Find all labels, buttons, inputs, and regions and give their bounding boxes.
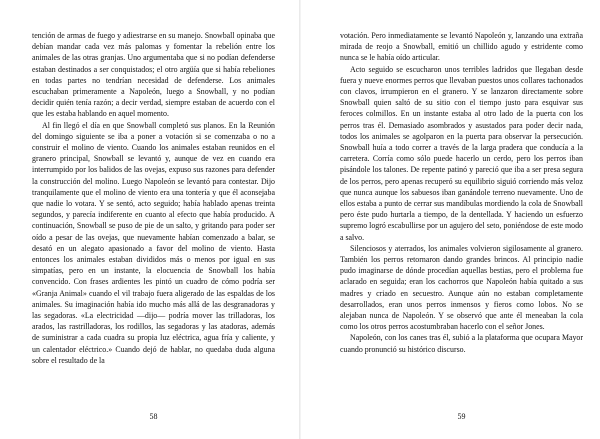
right-paragraph-3: Silenciosos y aterrados, los animales volvieron sigilosamente al granero. También los perros retornaron dando grandes brincos. Al principio nadie pudo imaginarse de dónde procedían aquellas bestias, pero el problema fue aclarado en seguida; eran los cachorros que Napoleón había quitado a sus madres y criado en secuestro. Aunque aún no estaban completamente desarrollados, eran unos perros inmensos y fieros como lobos. No se alejaban nunca de Napoleón. Y se observó que ante él meneaban la cola como los otros perros acostumbraban hacerlo con el señor Jones.	[340, 243, 583, 332]
left-paragraph-1: tención de armas de fuego y adiestrarse en su manejo. Snowball opinaba que debían mandar cada vez más palomas y fomentar la rebelión entre los animales de las otras granjas. Uno argumentaba que si no podían defenderse estaban destinados a ser conquistados; el otro argüía que si había rebeliones en todas partes no tendrían necesidad de defenderse. Los animales escuchaban primeramente a Napoleón, luego a Snowball, y no podían decidir quién tenía razón; a decir verdad, siempre estaban de acuerdo con el que les estaba hablando en aquel momento.	[32, 31, 275, 119]
book-gutter	[299, 0, 301, 439]
right-page-text	[340, 30, 583, 355]
right-page-number: 59	[457, 412, 466, 421]
right-paragraph-2: Acto seguido se escucharon unos terribles ladridos que llegaban desde fuera y nueve enormes perros que llevaban puestos unos collares tachonados con clavos, irrumpieron en el granero. Y se lanzaron directamente sobre Snowball quien saltó de su sitio con el tiempo justo para esquivar sus feroces colmillos. En un instante estaba al otro lado de la puerta con los perros tras él. Demasiado asombrados y asustados para poder decir nada, todos los animales se agolparon en la puerta para observar la persecución. Snowball huía a todo correr a través de la larga pradera que conducía a la carretera. Corría como sólo puede hacerlo un cerdo, pero los perros iban pisándole los talones. De repente patinó y pareció que iba a ser presa segura de los perros, pero apenas recuperó su equilibrio siguió corriendo más veloz que nunca aunque los sabuesos iban ganándole terreno nuevamente. Uno de ellos estaba a punto de cerrar sus mandíbulas mordiendo la cola de Snowball pero éste pudo hurtarla a tiempo, de la dentellada. Y haciendo un esfuerzo supremo logró escabullirse por un agujero del seto, poniéndose de este modo a salvo.	[340, 64, 583, 242]
left-page-number: 58	[149, 412, 158, 421]
right-paragraph-1: votación. Pero inmediatamente se levantó Napoleón y, lanzando una extraña mirada de reojo a Snowball, emitió un chillido agudo y estridente como nunca se le había oído articular.	[340, 31, 583, 63]
left-paragraph-2: Al fin llegó el día en que Snowball completó sus planos. En la Reunión del domingo siguiente se iba a poner a votación si se comenzaba o no a construir el molino de viento. Cuando los animales estaban reunidos en el granero principal, Snowball se levantó y, aunque de vez en cuando era interrumpido por los balidos de las ovejas, expuso sus razones para defender la construcción del molino. Luego Napoleón se levantó para contestar. Dijo tranquilamente que el molino de viento era una tontería y que él aconsejaba que nadie lo votara. Y se sentó, acto seguido; había hablado apenas treinta segundos, y parecía indiferente en cuanto al efecto que había producido. A continuación, Snowball se puso de pie de un salto, y gritando para poder ser oído a pesar de las ovejas, que nuevamente habían comenzado a balar, se desató en un alegato apasionado a favor del molino de viento. Hasta entonces los animales estaban divididos más o menos por igual en sus simpatías, pero en un instante, la elocuencia de Snowball los había convencido. Con frases ardientes les pintó un cuadro de cómo podría ser «Granja Animal» cuando el vil trabajo fuera aligerado de las espaldas de los animales. Su imaginación había ido mucho más allá de las desgranadoras y las segadoras. «La electricidad —dijo— podría mover las trilladoras, los arados, las rastrilladoras, los rodillos, las segadoras y las atadoras, además de suministrar a cada cuadra su propia luz eléctrica, agua fría y caliente, y un calentador eléctrico.» Cuando dejó de hablar, no quedaba duda alguna sobre el resultado de la	[32, 120, 275, 365]
left-page-text	[32, 30, 275, 366]
right-paragraph-4: Napoleón, con los canes tras él, subió a la plataforma que ocupara Mayor cuando pronunció su histórico discurso.	[340, 333, 583, 354]
